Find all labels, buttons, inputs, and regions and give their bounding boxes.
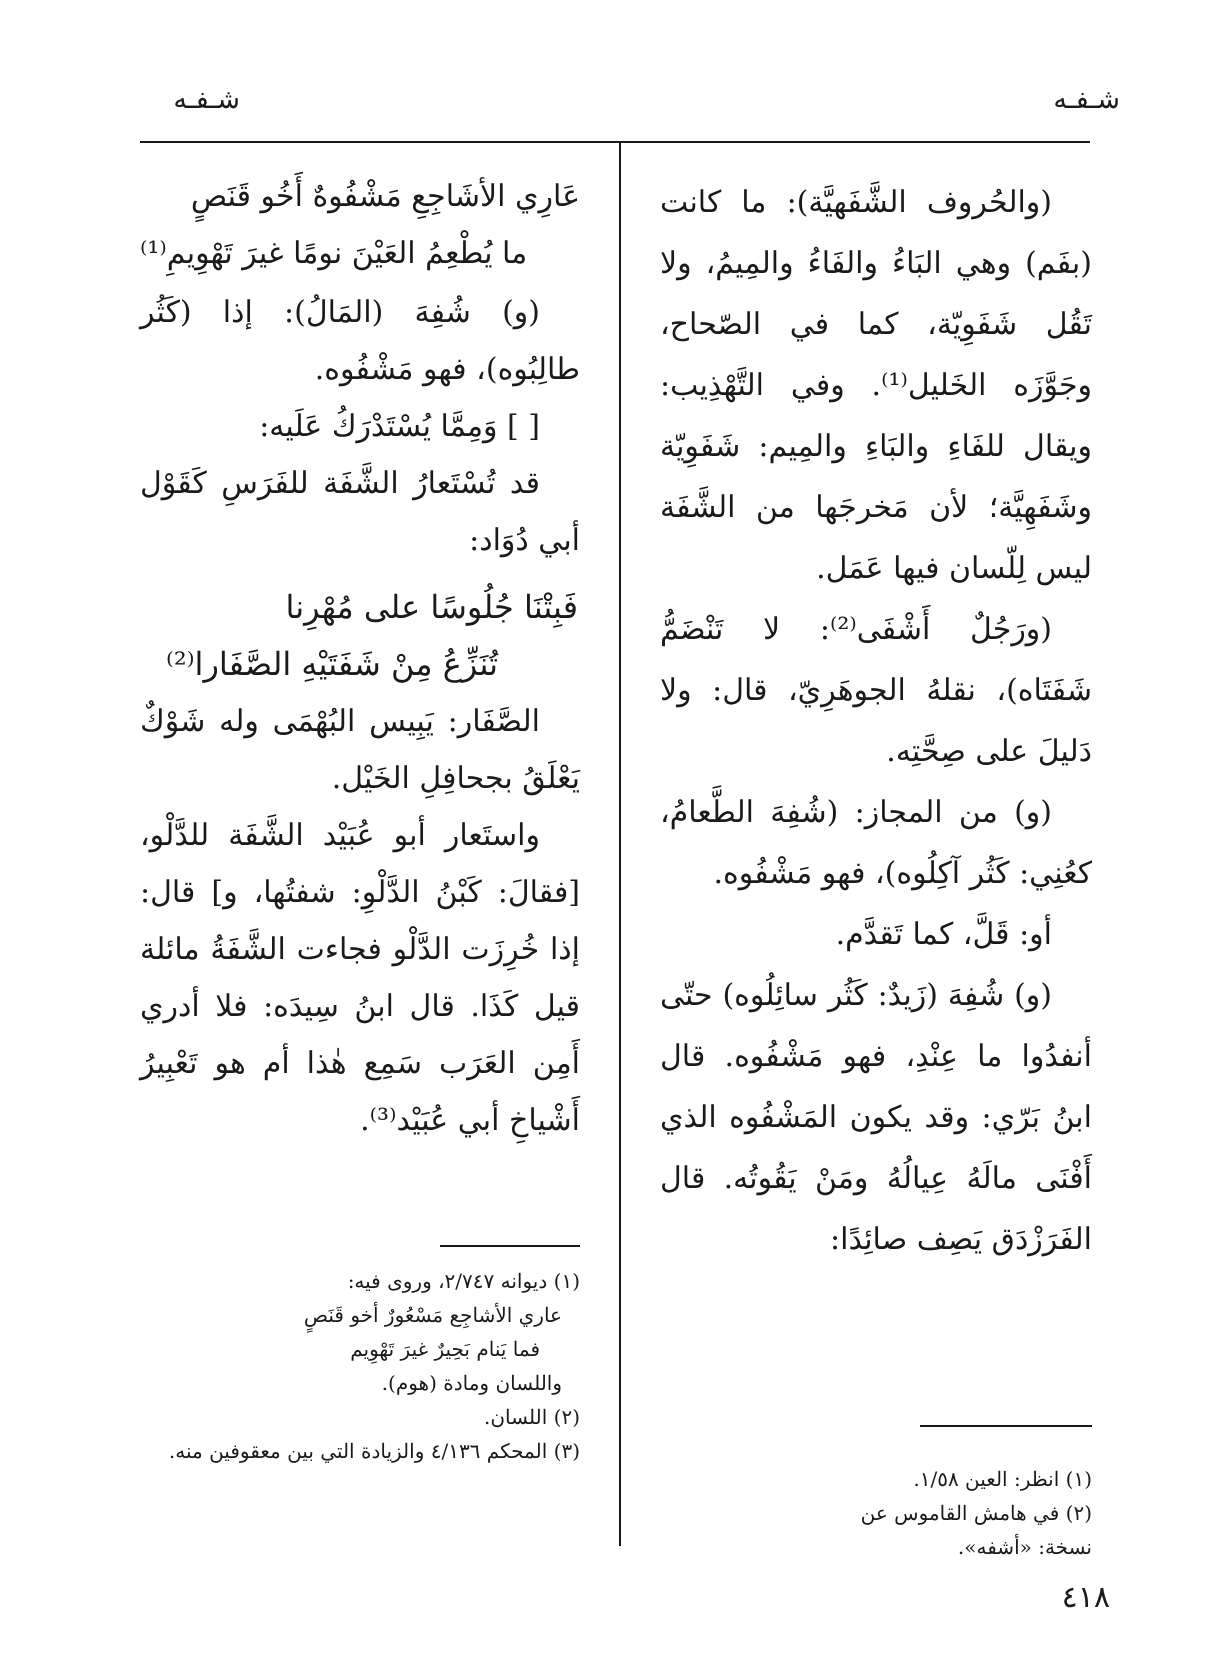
verse-hemistich-1: فَبِتْنَا جُلُوسًا على مُهْرِنا [285,588,578,626]
footnote-rule-right [920,1425,1092,1427]
footnote-text: واللسان ومادة (هوم). [381,1371,562,1395]
verse-hemistich-1: عَارِي الأشَاجِعِ مَشْفُوهٌ أَخُو قَنَصٍ [190,179,580,214]
paragraph: (والحُروف الشَّفَهيَّة): ما كانت (بفَم) وهي البَاءُ والفَاءُ والمِيمُ، ولا تَقُل شَفَوِيّة، كما في الصّحاح، وجَوَّزَه الخَليل⁽¹⁾. وفي التَّهْذِيب: ويقال للفَاءِ والبَاءِ والمِيم: شَفَوِيّة وشَفَهِيَّة؛ لأن مَخرجَها من الشَّفَة ليس لِلّسان فيها عَمَل. [660,185,1093,586]
footnote-rule-left [440,1245,580,1247]
header-rule [140,141,1090,143]
paragraph: (و) شُفِهَ (زَيدٌ: كَثُر سائِلُوه) حتّى أنفدُوا ما عِنْدِ، فهو مَشْفُوه. قال ابنُ بَرّي: وقد يكون المَشْفُوه الذي أَفْنَى مالَهُ عِيالُهُ ومَنْ يَقُوتُه. قال الفَرَزْدَق يَصِف صائِدًا: [660,978,1092,1257]
verse-hemistich-2: تُنَزِّعُ مِنْ شَفَتَيْهِ الصَّفَارا⁽²⁾ [166,645,499,683]
page-number: ٤١٨ [1061,1580,1110,1615]
right-column [660,172,1092,1270]
paragraph: واستَعار أبو عُبَيْد الشَّفَة للدَّلْو، [فقالَ: كَبْنُ الدَّلْوِ: شفتُها، و] قال: إذا خُرِزَت الدَّلْو فجاءت الشَّفَةُ مائلة قيل كَذَا. قال ابنُ سِيدَه: فلا أدري أَمِن العَرَب سَمِع هٰذا أم هو تَعْبِيرُ أَشْياخِ أبي عُبَيْد⁽³⁾. [140,818,580,1138]
running-header-left: شـفـه [173,84,240,115]
paragraph: (ورَجُلٌ أَشْفَى⁽²⁾: لا تَنْضَمُّ شَفَتَاه)، نقلهُ الجوهَرِيّ، قال: ولا دَليلَ على صِحَّتِه. [660,612,1092,769]
footnote: (١) انظر: العين ١/٥٨. [913,1467,1092,1491]
verse-abu-duwad [140,579,580,693]
footnote: (٢) اللسان. [484,1405,580,1429]
footnote: (١) ديوانه ٢/٧٤٧، وروى فيه: [347,1269,580,1293]
paragraph: الصَّفَار: يَبِيس البُهْمَى وله شَوْكٌ يَعْلَقُ بجحافِلِ الخَيْل. [140,704,580,796]
footnotes-right [860,1462,1092,1564]
verse-farazdaq [140,168,580,282]
paragraph: (و) شُفِهَ (المَالُ): إذا (كَثُر طالِبُوه)، فهو مَشْفُوه. [140,295,580,387]
running-header-right: شـفـه [1053,84,1120,115]
footnote: (٢) في هامش القاموس عن نسخة: «أشفه». [860,1501,1092,1559]
paragraph: [ ] وَمِمَّا يُسْتَدْرَكُ عَلَيه: [259,409,540,444]
footnote-verse: فما يَنام بَحِيرٌ غيرَ تَهْوِيم [350,1337,540,1361]
footnotes-left [140,1264,580,1468]
verse-hemistich-2: ما يُطْعِمُ العَيْنَ نومًا غيرَ تَهْوِيمِ⁽¹⁾ [140,236,528,271]
paragraph: قد تُسْتَعارُ الشَّفَة للفَرَسِ كَقَوْل أبي دُوَاد: [140,466,580,558]
paragraph: (و) من المجاز: (شُفِهَ الطَّعامُ، كعُنِي: كَثُر آكِلُوه)، فهو مَشْفُوه. [660,795,1092,891]
left-column [140,166,580,1149]
footnote-verse: عاري الأشاجِع مَسْعُورٌ أخو قَنَصٍ [303,1303,562,1327]
footnote: (٣) المحكم ٤/١٣٦ والزيادة التي بين معقوفين منه. [168,1439,580,1463]
column-divider [619,141,621,1546]
paragraph: أو: قَلَّ، كما تَقدَّم. [835,917,1052,952]
